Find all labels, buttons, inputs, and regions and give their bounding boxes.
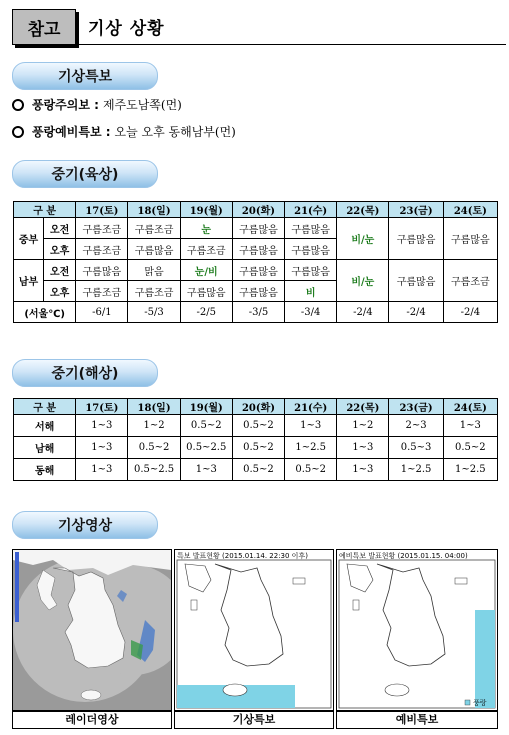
forecast-cell: 눈/비 <box>180 260 232 281</box>
pm-label: 오후 <box>44 239 76 260</box>
forecast-cell: 구름조금 <box>128 281 180 302</box>
forecast-cell: 구름많음 <box>232 239 284 260</box>
wave-cell: 0.5~3 <box>389 437 443 459</box>
warning-item-1 <box>12 96 182 113</box>
wave-cell: 1~2.5 <box>285 437 337 459</box>
section-sea-forecast: 중기(해상) <box>12 359 158 387</box>
preliminary-map-svg <box>337 550 497 710</box>
forecast-cell: 구름많음 <box>389 260 443 302</box>
bullet-circle-icon <box>12 126 24 138</box>
forecast-cell: 구름조금 <box>76 218 128 239</box>
section-special-weather: 기상특보 <box>12 62 158 90</box>
wave-cell: 0.5~2 <box>285 459 337 481</box>
caption-radar: 레이더영상 <box>12 711 172 729</box>
page-title: 기상 상황 <box>88 19 165 39</box>
forecast-cell: 구름많음 <box>232 281 284 302</box>
region-central: 중부 <box>14 218 44 260</box>
wave-cell: 0.5~2 <box>180 415 232 437</box>
forecast-cell: 비/눈 <box>337 260 389 302</box>
wave-cell: 1~2 <box>128 415 180 437</box>
wave-cell: 0.5~2 <box>128 437 180 459</box>
forecast-cell: 구름조금 <box>76 281 128 302</box>
panel-title: 특보 발표현황 (2015.01.14. 22:30 이후) <box>177 552 308 560</box>
am-label: 오전 <box>44 218 76 239</box>
temp-cell: -2/4 <box>337 302 389 323</box>
day-header: 18(일) <box>128 202 180 218</box>
temp-cell: -5/3 <box>128 302 180 323</box>
forecast-cell: 맑음 <box>128 260 180 281</box>
forecast-cell: 구름많음 <box>180 281 232 302</box>
day-header: 17(토) <box>76 399 128 415</box>
temp-cell: -2/5 <box>180 302 232 323</box>
warning-value: 제주도남쪽(먼) <box>102 98 182 112</box>
wave-cell: 1~3 <box>76 459 128 481</box>
day-header: 20(화) <box>232 202 284 218</box>
forecast-cell: 구름많음 <box>232 218 284 239</box>
day-header: 23(금) <box>389 202 443 218</box>
wave-cell: 1~3 <box>285 415 337 437</box>
day-header: 24(토) <box>443 202 497 218</box>
forecast-cell: 비/눈 <box>337 218 389 260</box>
radar-map <box>13 550 171 710</box>
day-header: 19(월) <box>180 202 232 218</box>
wave-cell: 2~3 <box>389 415 443 437</box>
forecast-cell: 눈 <box>180 218 232 239</box>
temp-cell: -3/5 <box>232 302 284 323</box>
wave-cell: 0.5~2.5 <box>128 459 180 481</box>
wave-cell: 1~3 <box>443 415 497 437</box>
temp-cell: -6/1 <box>76 302 128 323</box>
forecast-cell: 구름조금 <box>443 260 497 302</box>
day-header: 17(토) <box>76 202 128 218</box>
warning-map-svg <box>175 550 333 710</box>
pm-label: 오후 <box>44 281 76 302</box>
wave-cell: 1~3 <box>76 437 128 459</box>
sea-region: 서해 <box>14 415 76 437</box>
sea-forecast-table <box>13 398 498 481</box>
panel-title: 예비특보 발표현황 (2015.01.15. 04:00) <box>339 552 468 560</box>
forecast-cell: 구름많음 <box>285 218 337 239</box>
wave-cell: 1~3 <box>337 459 389 481</box>
forecast-cell: 구름많음 <box>76 260 128 281</box>
day-header: 19(월) <box>180 399 232 415</box>
forecast-cell: 구름많음 <box>389 218 443 260</box>
wave-cell: 0.5~2.5 <box>180 437 232 459</box>
section-weather-images: 기상영상 <box>12 511 158 539</box>
day-header: 21(수) <box>285 202 337 218</box>
day-header: 18(일) <box>128 399 180 415</box>
day-header: 22(목) <box>337 399 389 415</box>
forecast-cell: 구름많음 <box>285 239 337 260</box>
warning-map <box>174 549 334 711</box>
day-header: 22(목) <box>337 202 389 218</box>
temp-cell: -2/4 <box>389 302 443 323</box>
am-label: 오전 <box>44 260 76 281</box>
day-header: 21(수) <box>285 399 337 415</box>
region-south: 남부 <box>14 260 44 302</box>
wave-cell: 1~3 <box>76 415 128 437</box>
wave-cell: 0.5~2 <box>232 459 284 481</box>
wave-cell: 1~3 <box>180 459 232 481</box>
forecast-cell: 구름많음 <box>285 260 337 281</box>
temp-cell: -2/4 <box>443 302 497 323</box>
land-forecast-table <box>13 201 498 323</box>
wave-cell: 0.5~2 <box>443 437 497 459</box>
table-corner: 구 분 <box>14 399 76 415</box>
title-underline <box>78 44 506 45</box>
forecast-cell: 구름많음 <box>128 239 180 260</box>
forecast-cell: 구름조금 <box>180 239 232 260</box>
bullet-circle-icon <box>12 99 24 111</box>
sea-region: 동해 <box>14 459 76 481</box>
table-corner: 구 분 <box>14 202 76 218</box>
section-land-forecast: 중기(육상) <box>12 160 158 188</box>
wave-cell: 1~2.5 <box>389 459 443 481</box>
warning-label: 풍랑예비특보 : <box>32 125 111 139</box>
day-header: 23(금) <box>389 399 443 415</box>
radar-image <box>12 549 172 711</box>
wave-cell: 1~2.5 <box>443 459 497 481</box>
forecast-cell: 구름조금 <box>128 218 180 239</box>
wave-cell: 1~3 <box>337 437 389 459</box>
caption-preliminary: 예비특보 <box>336 711 498 729</box>
wave-cell: 0.5~2 <box>232 415 284 437</box>
day-header: 24(토) <box>443 399 497 415</box>
temp-label: (서울℃) <box>14 302 76 323</box>
preliminary-warning-map <box>336 549 498 711</box>
sea-region: 남해 <box>14 437 76 459</box>
forecast-cell: 구름많음 <box>443 218 497 260</box>
wave-cell: 1~2 <box>337 415 389 437</box>
day-header: 20(화) <box>232 399 284 415</box>
temp-cell: -3/4 <box>285 302 337 323</box>
wave-cell: 0.5~2 <box>232 437 284 459</box>
reference-tag: 참고 <box>12 9 76 45</box>
forecast-cell: 비 <box>285 281 337 302</box>
warning-item-2 <box>12 123 236 140</box>
caption-warning: 기상특보 <box>174 711 334 729</box>
warning-value: 오늘 오후 동해남부(먼) <box>114 125 236 139</box>
warning-label: 풍랑주의보 : <box>32 98 99 112</box>
forecast-cell: 구름많음 <box>232 260 284 281</box>
legend-label: 풍랑 <box>473 699 487 707</box>
forecast-cell: 구름조금 <box>76 239 128 260</box>
